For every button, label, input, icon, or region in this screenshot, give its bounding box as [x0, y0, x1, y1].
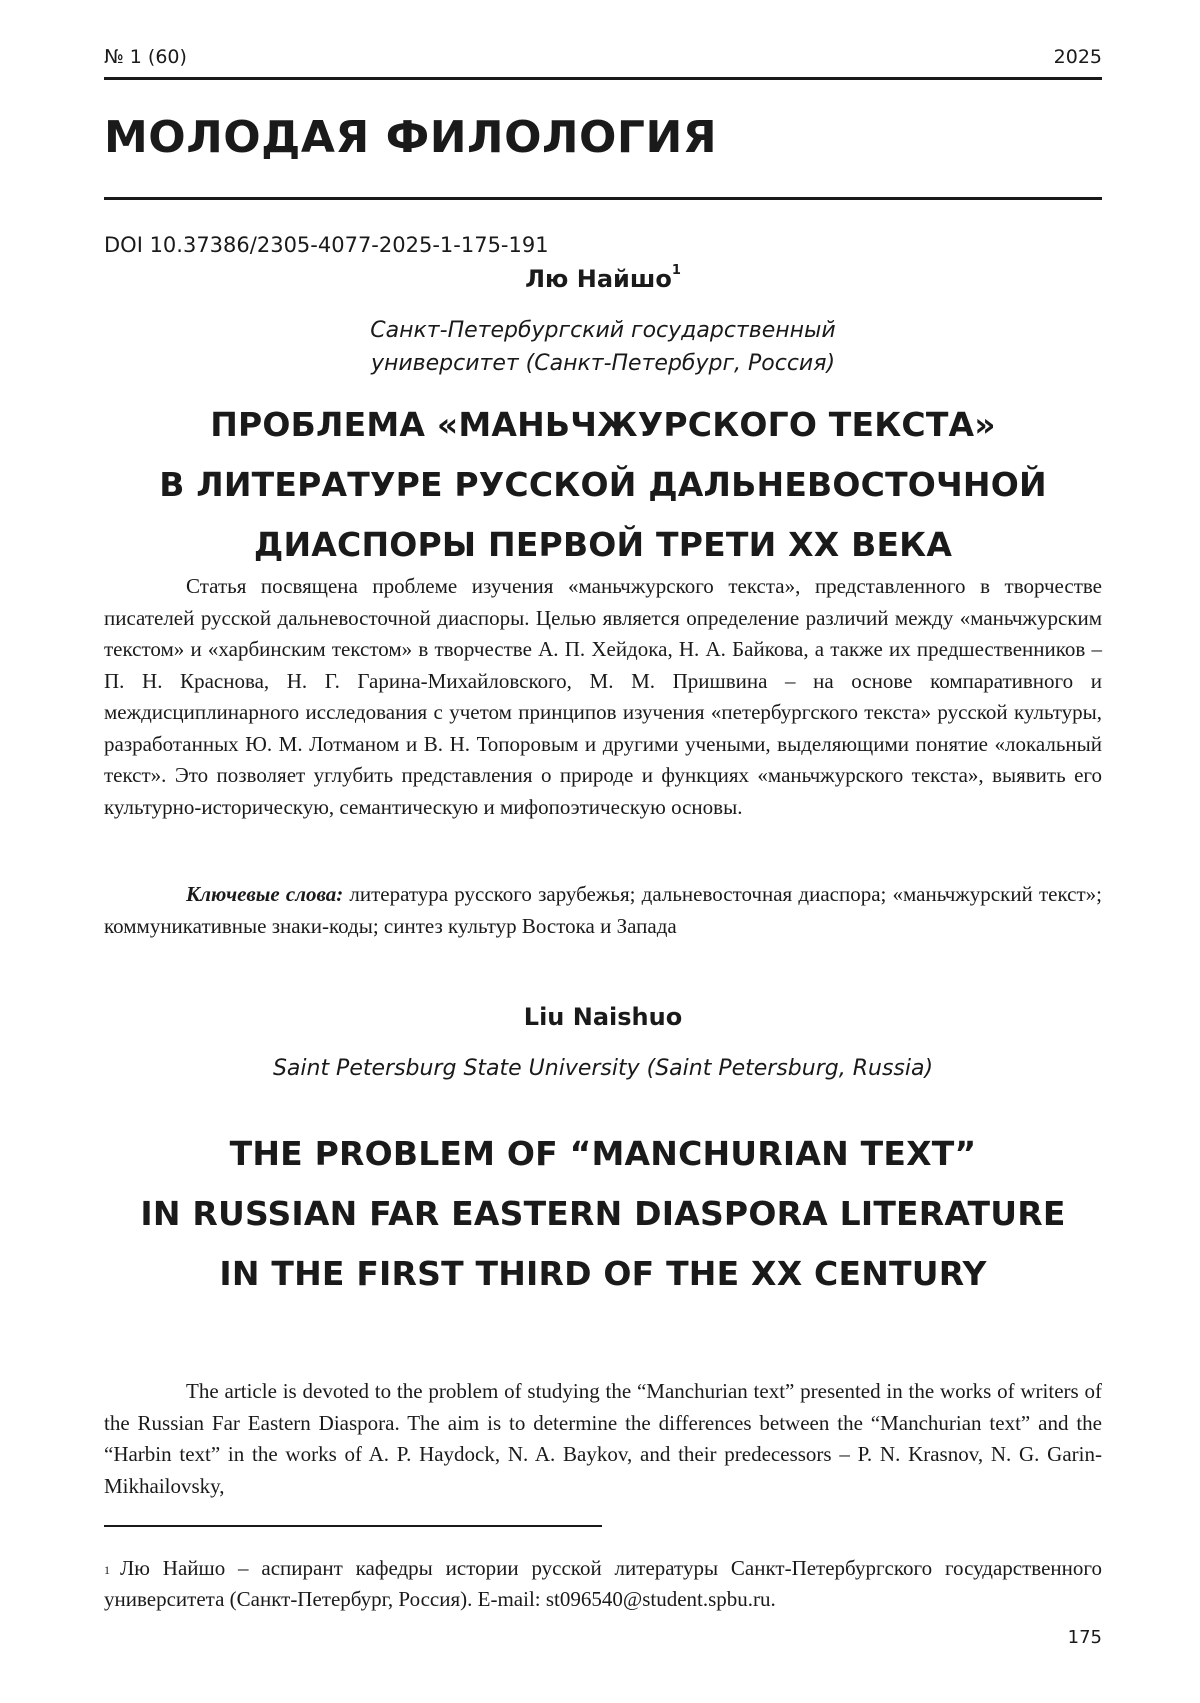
running-header — [104, 46, 1102, 74]
article-title-ru — [104, 395, 1102, 575]
header-rule — [104, 77, 1102, 80]
footnote-rule — [104, 1525, 602, 1527]
abstract-en: The article is devoted to the problem of studying the “Manchurian text” presented in the works of writers of the Russian Far Eastern Diaspora. The aim is to determine the differences between the “Manchurian text” and the “Harbin text” in the works of A. P. Haydock, N. A. Baykov, and their predecessors – P. N. Krasnov, N. G. Garin-Mikhailovsky, — [104, 1379, 1102, 1498]
author-ru-name: Лю Найшо — [525, 265, 672, 293]
article-title-ru-line: В ЛИТЕРАТУРЕ РУССКОЙ ДАЛЬНЕВОСТОЧНОЙ — [159, 465, 1047, 504]
article-title-en-line: THE PROBLEM OF “MANCHURIAN TEXT” — [229, 1134, 977, 1173]
journal-title: МОЛОДАЯ ФИЛОЛОГИЯ — [104, 112, 718, 163]
affiliation-ru-line: университет (Санкт-Петербург, Россия) — [370, 351, 836, 376]
keywords-text: литература русского зарубежья; дальневосточная диаспора; «маньчжурский текст»; коммуникативные знаки-коды; синтез культур Востока и Запада — [104, 882, 1102, 938]
article-title-en — [104, 1124, 1102, 1304]
journal-page — [104, 0, 1102, 1703]
footnote-text: Лю Найшо – аспирант кафедры истории русской литературы Санкт-Петербургского государственного университета (Санкт-Петербург, Россия). E-mail: st096540@student.spbu.ru. — [104, 1556, 1102, 1611]
affiliation-en: Saint Petersburg State University (Saint Petersburg, Russia) — [272, 1056, 934, 1081]
author-ru — [104, 265, 1102, 293]
issue-year: 2025 — [1053, 46, 1102, 68]
abstract-ru: Статья посвящена проблеме изучения «маньчжурского текста», представленного в творчестве писателей русской дальневосточной диаспоры. Целью является определение различий между «маньчжурским текстом» и «харбинским текстом» в творчестве А. П. Хейдока, Н. А. Байкова, а также их предшественников – П. Н. Краснова, Н. Г. Гарина-Михайловского, М. М. Пришвина – на основе компаративного и междисциплинарного исследования с учетом принципов изучения «петербургского текста» русской культуры, разработанных Ю. М. Лотманом и В. Н. Топоровым и другими учеными, выделяющими понятие «локальный текст». Это позволяет углубить представления о природе и функциях «маньчжурского текста», выявить его культурно-историческую, семантическую и мифопоэтическую основы. — [104, 574, 1102, 819]
footnote — [104, 1553, 1102, 1615]
article-title-en-line: IN RUSSIAN FAR EASTERN DIASPORA LITERATURE — [140, 1194, 1066, 1233]
keywords-label: Ключевые слова: — [186, 882, 344, 906]
doi: DOI 10.37386/2305-4077-2025-1-175-191 — [104, 233, 549, 257]
article-title-en-line: IN THE FIRST THIRD OF THE XX CENTURY — [219, 1254, 987, 1293]
footnote-mark: 1 — [104, 1563, 110, 1577]
affiliation-ru-line: Санкт-Петербургский государственный — [370, 318, 836, 343]
affiliation-ru — [104, 314, 1102, 380]
keywords-ru — [104, 879, 1102, 942]
author-footnote-mark: 1 — [671, 263, 681, 278]
page-number: 175 — [1067, 1627, 1102, 1648]
author-en: Liu Naishuo — [523, 1003, 683, 1031]
issue-number: № 1 (60) — [104, 46, 187, 68]
article-title-ru-line: ДИАСПОРЫ ПЕРВОЙ ТРЕТИ XX ВЕКА — [253, 525, 953, 564]
journal-title-rule — [104, 197, 1102, 200]
article-title-ru-line: ПРОБЛЕМА «МАНЬЧЖУРСКОГО ТЕКСТА» — [210, 405, 996, 444]
